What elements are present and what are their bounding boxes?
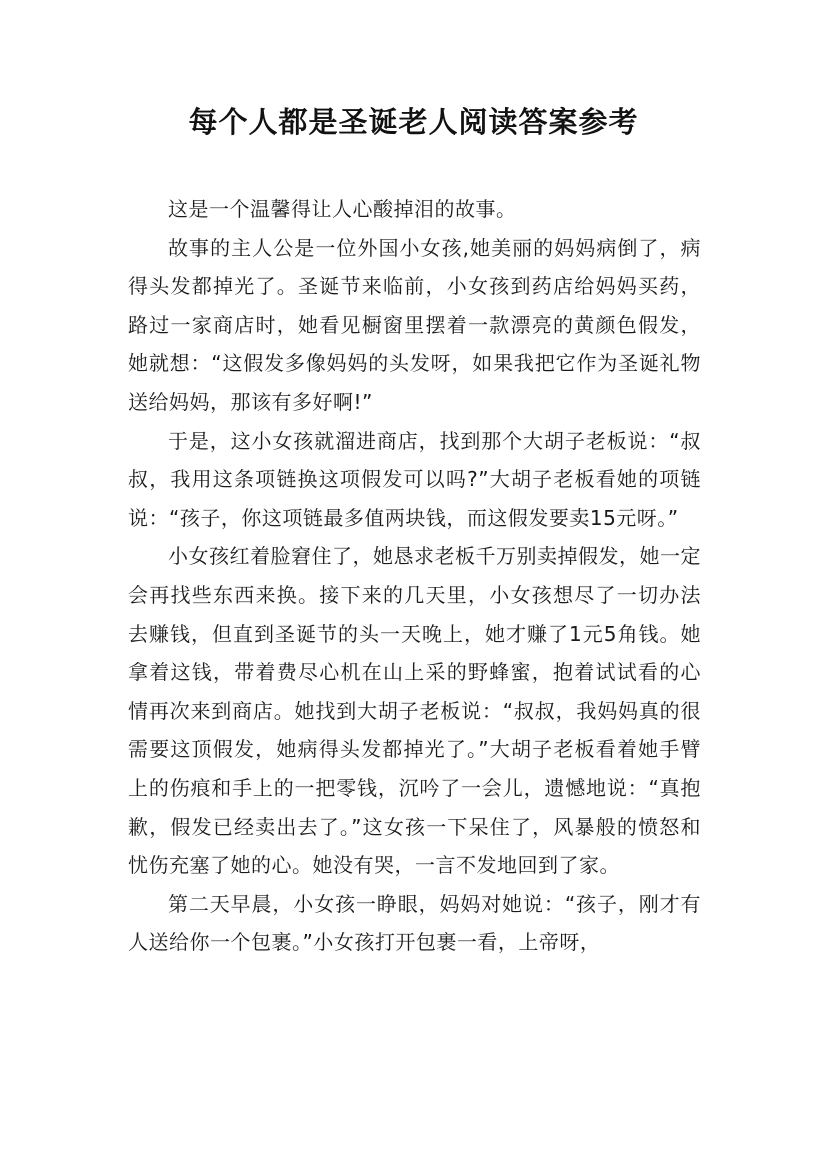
paragraph-2: 故事的主人公是一位外国小女孩,她美丽的妈妈病倒了，病得头发都掉光了。圣诞节来临前，小女孩到药店给妈妈买药，路过一家商店时，她看见橱窗里摆着一款漂亮的黄颜色假发，她就想：“这假发多像妈妈的头发呀，如果我把它作为圣诞礼物送给妈妈，那该有多好啊!” (128, 235, 701, 414)
paragraph-1: 这是一个温馨得让人心酸掉泪的故事。 (168, 197, 517, 221)
document-body (128, 190, 701, 962)
paragraph-5: 第二天早晨，小女孩一睁眼，妈妈对她说：“孩子，刚才有人送给你一个包裹。”小女孩打开包裹一看，上帝呀， (128, 891, 701, 955)
document-title: 每个人都是圣诞老人阅读答案参考 (188, 105, 639, 139)
paragraph-3: 于是，这小女孩就溜进商店，找到那个大胡子老板说：“叔叔，我用这条项链换这项假发可以吗?”大胡子老板看她的项链说：“孩子，你这项链最多值两块钱，而这假发要卖15元呀。” (128, 428, 701, 530)
paragraph-4: 小女孩红着脸窘住了，她恳求老板千万别卖掉假发，她一定会再找些东西来换。接下来的几天里，小女孩想尽了一切办法去赚钱，但直到圣诞节的头一天晚上，她才赚了1元5角钱。她拿着这钱，带着费尽心机在山上采的野蜂蜜，抱着试试看的心情再次来到商店。她找到大胡子老板说：“叔叔，我妈妈真的很需要这顶假发，她病得头发都掉光了。”大胡子老板看着她手臂上的伤痕和手上的一把零钱，沉吟了一会儿，遗憾地说：“真抱歉，假发已经卖出去了。”这女孩一下呆住了，风暴般的愤怒和忧伤充塞了她的心。她没有哭，一言不发地回到了家。 (128, 544, 701, 878)
